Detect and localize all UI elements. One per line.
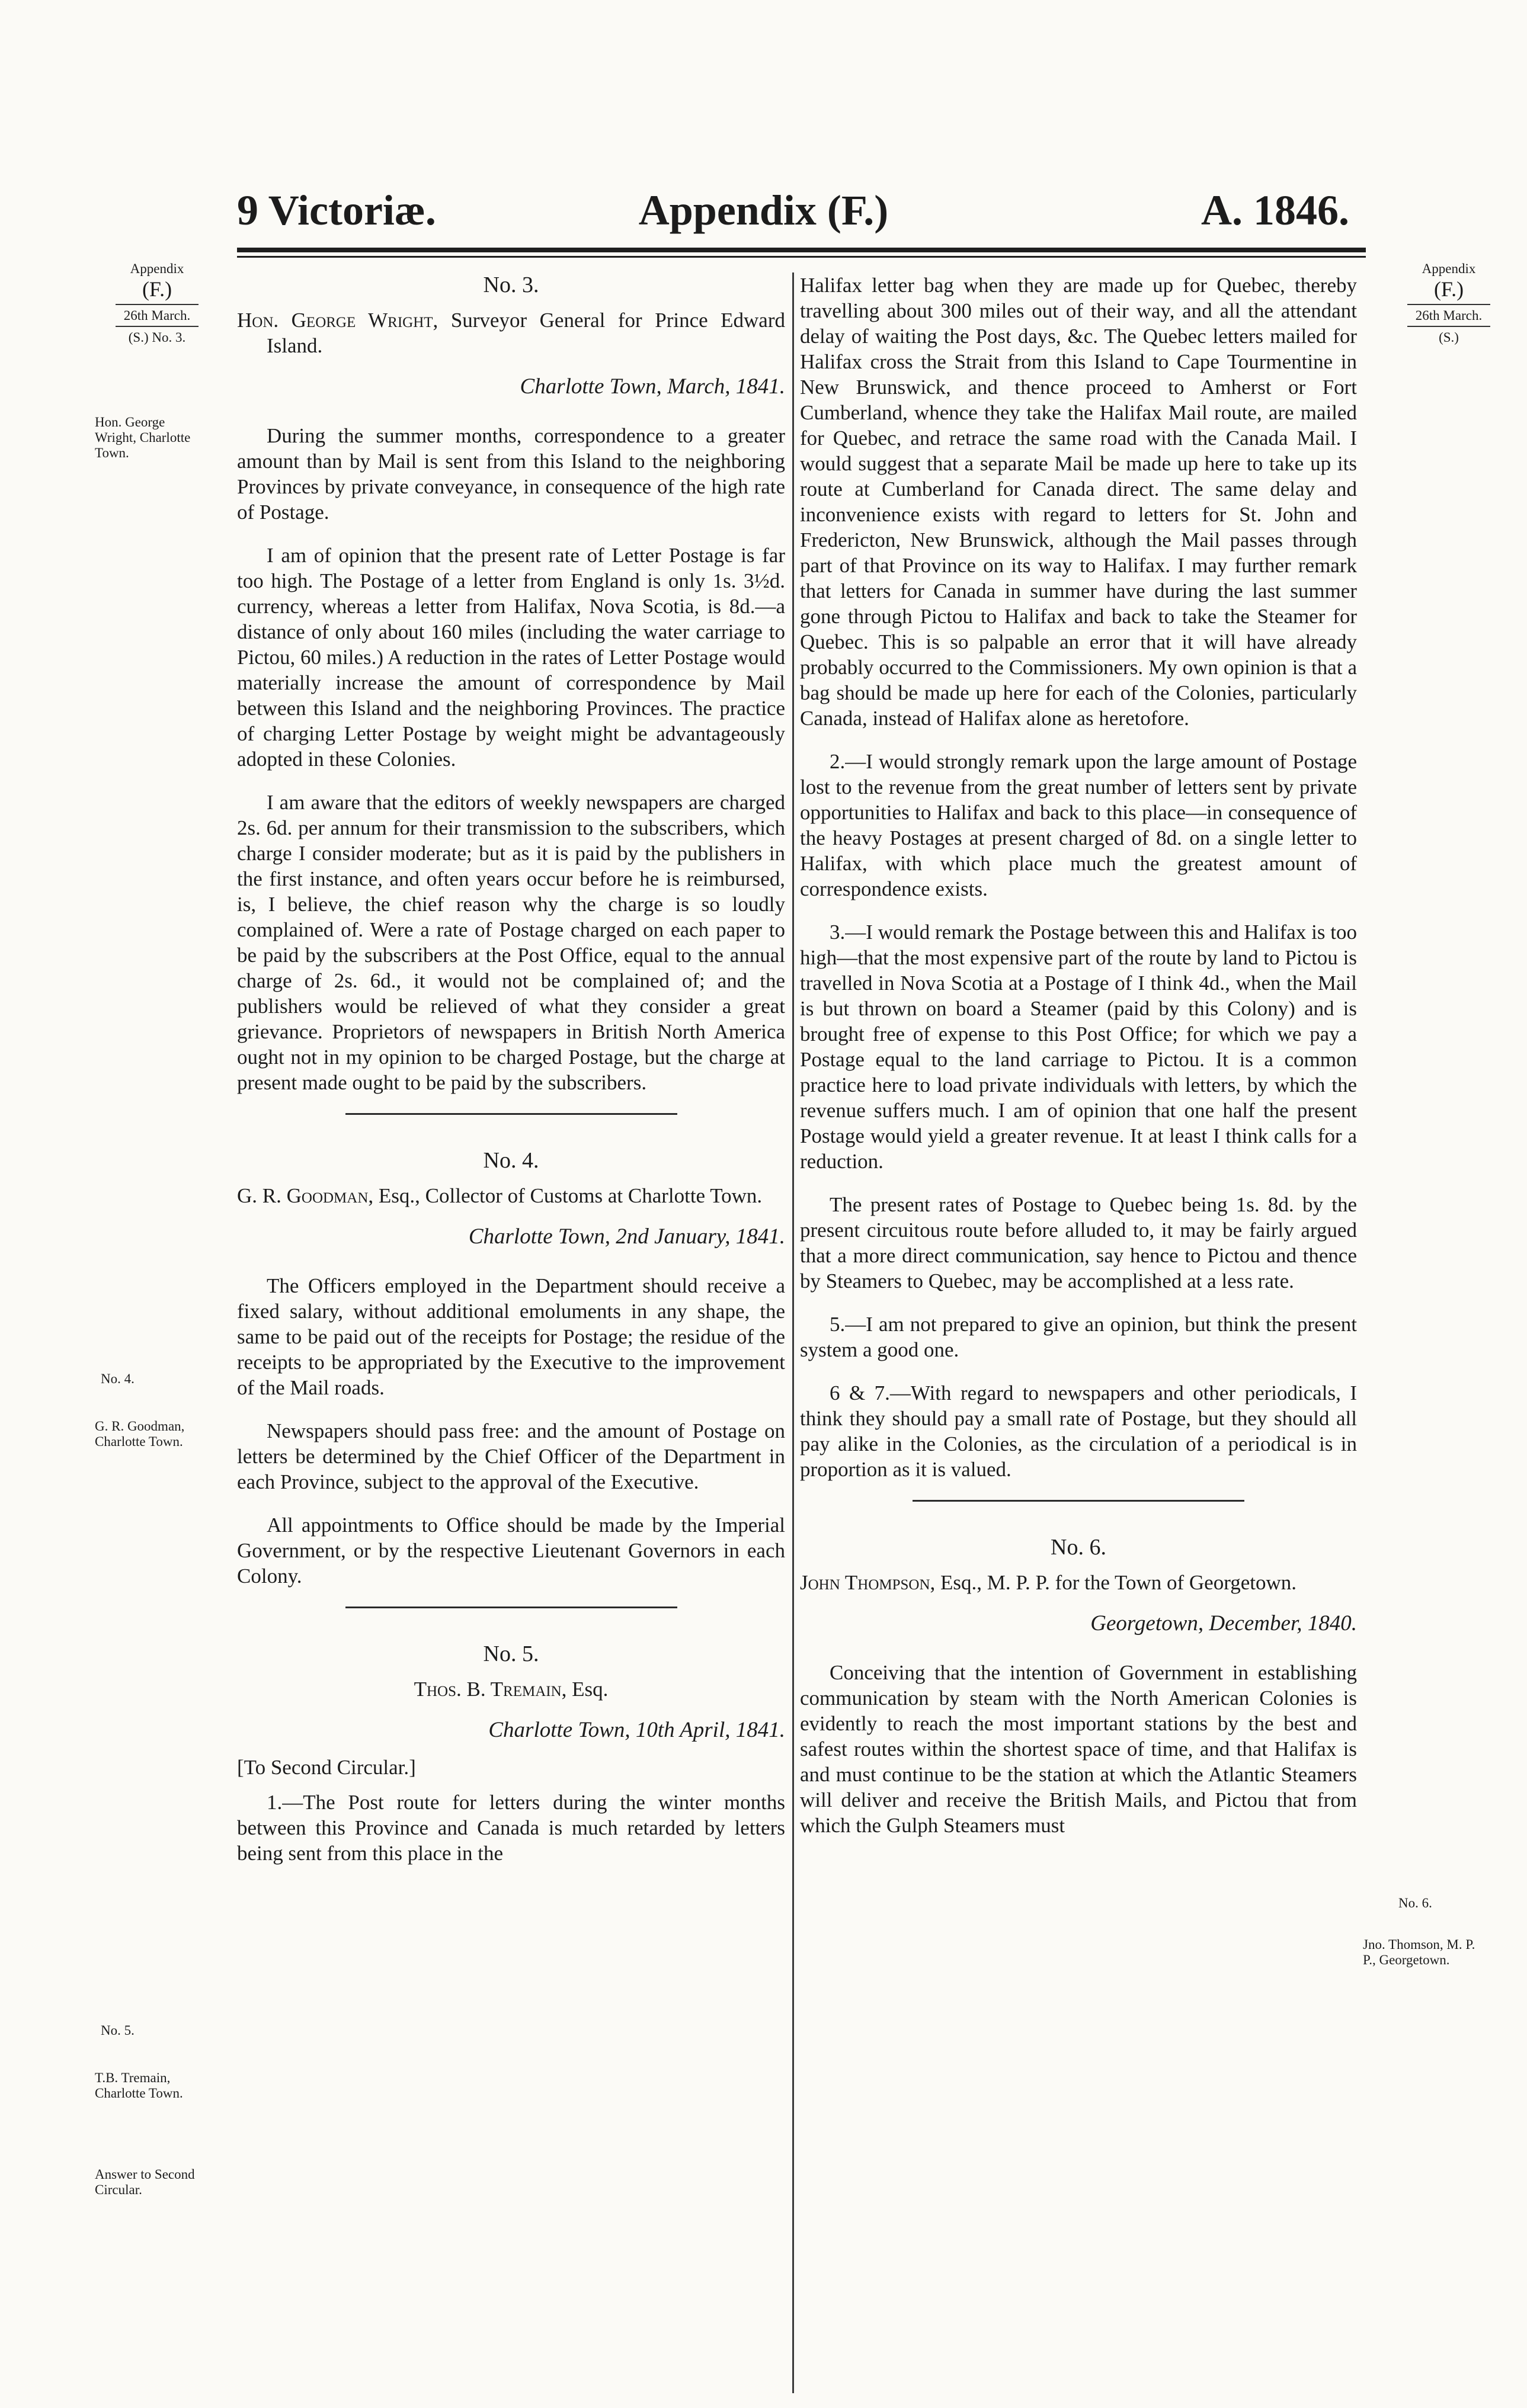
letter-no4-paragraph: All appointments to Office should be made by the Imperial Government, or by the respective Lieutenant Governors in each Colony. <box>237 1514 785 1588</box>
letter-no4-dateline: Charlotte Town, 2nd January, 1841. <box>468 1224 785 1249</box>
letter-no4-addressee-title: Esq., Collector of Customs at Charlotte Town. <box>378 1184 763 1207</box>
left-margin-tremain-note: T.B. Tremain, Charlotte Town. <box>95 2070 183 2101</box>
letter-no4 <box>237 1148 785 1589</box>
letter-no3-paragraph: I am aware that the editors of weekly newspapers are charged 2s. 6d. per annum for their transmission to the subscribers, which charge I consider moderate; but as it is paid by the publishers in the first instance, and often years occur before he is reimbursed, is, I believe, the chief reason why the charge is so loudly complained of. Were a rate of Postage charged on each paper to be paid by the subscribers at the Post Office, equal to the annual charge of 2s. 6d., it would not be complained of; and the publishers would be relieved of what they consider a great grievance. Proprietors of newspapers in British North America ought not in my opinion to be charged Postage, but the charge at present made ought to be paid by the subscribers. <box>237 791 785 1094</box>
left-margin-appendix-label: Appendix <box>130 261 184 276</box>
letter-no5-continued-paragraph: Halifax letter bag when they are made up for Quebec, thereby travelling about 300 miles out of their way, and all the attendant delay of waiting the Post days, &c. The Quebec letters mailed for Halifax cross the Strait from this Island to Cape Tourmentine in New Brunswick, and thence proceed to Amherst or Fort Cumberland, whence they take the Halifax Mail route, are mailed for Quebec, and retrace the same road with the Canada Mail. I would suggest that a separate Mail be made up here to take up its route at Cumberland for Canada direct. The same delay and inconvenience exists with regard to letters for St. John and Fredericton, New Brunswick, although the Mail passes through part of that Province on its way to Halifax. I may further remark that letters for Canada in summer have during the last summer gone through Pictou to Halifax and back to take the Steamer for Quebec. This is so palpable an error that it will have already probably occurred to the Commissioners. My own opinion is that a bag should be made up here for each of the Colonies, particularly Canada, instead of Halifax alone as heretofore. <box>800 274 1357 730</box>
left-margin-wright-note: Hon. George Wright, Charlotte Town. <box>95 415 191 460</box>
left-margin-divider <box>116 304 199 305</box>
letter-no5-paragraph: 6 & 7.—With regard to newspapers and other periodicals, I think they should pay a small rate of Postage, but they should all pay alike in the Colonies, as the circulation of a periodical is in proportion as it is valued. <box>800 1381 1357 1481</box>
left-margin-divider <box>116 326 199 327</box>
letter-no5-paragraph: 1.—The Post route for letters during the winter months between this Province and Canada is much retarded by letters being sent from this place in the <box>237 1791 785 1865</box>
right-margin-date: 26th March. <box>1415 308 1483 323</box>
letter-no5-paragraph: The present rates of Postage to Quebec being 1s. 8d. by the present circuitous route before alluded to, it may be fairly argued that a more direct communication, say hence to Pictou and thence by Steamers to Quebec, may be accomplished at a less rate. <box>800 1193 1357 1293</box>
letter-no5-addressee <box>237 1676 785 1702</box>
left-margin-answer-note: Answer to Second Circular. <box>95 2167 195 2197</box>
letter-no3-paragraph: During the summer months, correspondence to a greater amount than by Mail is sent from this Island to the neighboring Provinces by private conveyance, in consequence of the high rate of Postage. <box>237 424 785 524</box>
letter-no6 <box>800 1535 1357 1838</box>
letter-no6-addressee-name: John Thompson, <box>800 1571 936 1594</box>
header-regnal-year: 9 Victoriæ. <box>237 187 436 234</box>
right-margin-divider <box>1407 326 1490 327</box>
left-column <box>237 272 785 1884</box>
left-margin-no4-ref: No. 4. <box>101 1371 135 1386</box>
right-margin-appendix <box>1381 261 1517 345</box>
letter-no6-addressee-title: Esq., M. P. P. for the Town of Georgetown. <box>940 1571 1297 1594</box>
letter-no3-addressee <box>237 307 785 358</box>
letter-no4-paragraph: The Officers employed in the Department should receive a fixed salary, without additional emoluments in any shape, the same to be paid out of the receipts for Postage; the residue of the receipts to be appropriated by the Executive to the improvement of the Mail roads. <box>237 1274 785 1399</box>
letter-no3-heading: No. 3. <box>483 272 539 297</box>
left-margin-goodman-note: G. R. Goodman, Charlotte Town. <box>95 1419 185 1449</box>
letter-no5-paragraph: 5.—I am not prepared to give an opinion, but think the present system a good one. <box>800 1313 1357 1361</box>
letter-no6-addressee <box>800 1570 1357 1595</box>
letter-no4-addressee <box>237 1183 785 1208</box>
left-margin-appendix-letter: (F.) <box>142 277 172 301</box>
letter-no3-addressee-title: Surveyor General for Prince Edward Island. <box>267 309 785 357</box>
right-margin-section-ref: (S.) <box>1439 330 1459 345</box>
right-margin-no6-ref: No. 6. <box>1398 1896 1432 1910</box>
right-margin-appendix-label: Appendix <box>1422 261 1476 276</box>
section-divider <box>913 1500 1244 1502</box>
letter-no5-addressee-title: Esq. <box>572 1678 609 1701</box>
left-margin-date: 26th March. <box>123 308 191 323</box>
left-margin-section-ref: (S.) No. 3. <box>128 330 186 345</box>
right-column <box>800 272 1357 1856</box>
letter-no5-paragraph: 2.—I would strongly remark upon the large amount of Postage lost to the revenue from the great number of letters sent by private opportunities to Halifax and back to this place—in consequence of the heavy Postages at present charged of 8d. on a single letter to Halifax, with which place much the greatest amount of correspondence exists. <box>800 750 1357 900</box>
section-divider <box>345 1607 677 1608</box>
right-margin-thompson-note: Jno. Thomson, M. P. P., Georgetown. <box>1363 1937 1475 1967</box>
right-margin-appendix-letter: (F.) <box>1433 277 1464 301</box>
letter-no4-heading: No. 4. <box>483 1148 539 1173</box>
letter-no5 <box>237 1641 785 1866</box>
letter-no5-paragraph: 3.—I would remark the Postage between this and Halifax is too high—that the most expensive part of the route by land to Pictou is travelled in Nova Scotia at a Postage of I think 4d., when the Mail is but thrown on board a Steamer (paid by this Colony) and is brought free of expense to this Post Office; for which we pay a Postage equal to the land carriage to Pictou. It is a common practice here to load private individuals with letters, by which the revenue suffers much. I am of opinion that one half the present Postage would yield a greater revenue. It at least I think calls for a reduction. <box>800 921 1357 1173</box>
letter-no3 <box>237 272 785 1095</box>
letter-no5-addressee-name: Thos. B. Tremain, <box>414 1678 567 1701</box>
column-divider <box>792 272 794 2393</box>
letter-no5-heading: No. 5. <box>483 1641 539 1666</box>
header-rule-thick <box>237 248 1366 252</box>
letter-no6-paragraph: Conceiving that the intention of Government in establishing communication by steam with the North American Colonies is evidently to reach the most important stations by the best and safest routes within the shortest space of time, and that Halifax is and must continue to be the station at which the Atlantic Steamers will deliver and receive the British Mails, and Pictou that from which the Gulph Steamers must <box>800 1661 1357 1837</box>
letter-no3-paragraph: I am of opinion that the present rate of Letter Postage is far too high. The Postage of a letter from England is only 1s. 3½d. currency, whereas a letter from Halifax, Nova Scotia, is 8d.—a distance of only about 160 miles (including the water carriage to Pictou, 60 miles.) A reduction in the rates of Letter Postage would materially increase the amount of correspondence by Mail between this Island and the neighboring Provinces. The practice of charging Letter Postage by weight might be advantageously adopted in these Colonies. <box>237 544 785 771</box>
letter-no3-dateline: Charlotte Town, March, 1841. <box>520 374 785 399</box>
letter-no4-addressee-name: G. R. Goodman, <box>237 1184 374 1207</box>
header-rule-thin <box>237 256 1366 258</box>
section-divider <box>345 1113 677 1115</box>
letter-no6-dateline: Georgetown, December, 1840. <box>1090 1611 1357 1636</box>
letter-no5-bracket-note: [To Second Circular.] <box>237 1756 416 1779</box>
right-margin-divider <box>1407 304 1490 305</box>
letter-no3-addressee-name: Hon. George Wright, <box>237 309 438 332</box>
letter-no6-heading: No. 6. <box>1051 1535 1106 1560</box>
header-session-year: A. 1846. <box>1201 187 1349 234</box>
letter-no5-dateline: Charlotte Town, 10th April, 1841. <box>488 1718 785 1742</box>
header-appendix-title: Appendix (F.) <box>638 187 889 234</box>
left-margin-no5-ref: No. 5. <box>101 2023 135 2038</box>
left-margin-appendix <box>89 261 225 345</box>
letter-no4-paragraph: Newspapers should pass free: and the amount of Postage on letters be determined by the Chief Officer of the Department in each Province, subject to the approval of the Executive. <box>237 1419 785 1493</box>
